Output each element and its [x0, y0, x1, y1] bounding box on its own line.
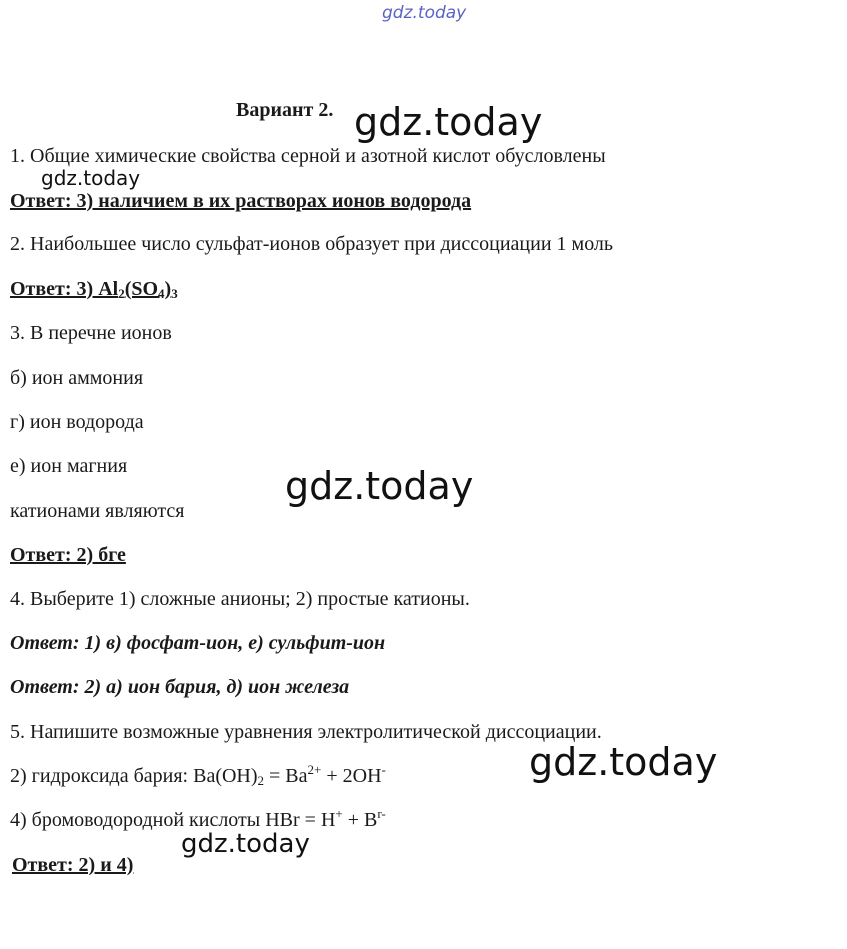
eq4-text: 4) бромоводородной кислоты HBr = H [10, 809, 336, 831]
answer-2-sub-3: 3 [171, 286, 178, 301]
watermark-top: gdz.today [382, 3, 467, 23]
equation-hydrobromic-acid [10, 808, 386, 832]
watermark-under-q1: gdz.today [41, 166, 141, 190]
eq4-sup-1: + [335, 806, 343, 821]
question-1: 1. Общие химические свойства серной и азотной кислот обусловлены [10, 145, 606, 167]
answer-2-prefix: Ответ: 3) Al [10, 278, 119, 300]
answer-2-sub-2: 4 [158, 286, 165, 301]
question-2: 2. Наибольшее число сульфат-ионов образует при диссоциации 1 моль [10, 233, 614, 255]
page-title: Вариант 2. [236, 99, 334, 121]
question-3: 3. В перечне ионов [10, 322, 172, 344]
eq2-tail: + 2OH [321, 765, 382, 787]
watermark-bottom: gdz.today [181, 829, 310, 859]
question-3-tail: катионами являются [10, 500, 185, 522]
eq2-sup-2: - [381, 762, 386, 777]
answer-2-close: ) [164, 278, 172, 300]
answer-4-part-1: Ответ: 1) в) фосфат-ион, е) сульфит-ион [10, 632, 386, 654]
eq2-text: 2) гидроксида бария: Ba(OH) [10, 765, 258, 787]
question-3-item-e: е) ион магния [10, 455, 128, 477]
watermark-middle: gdz.today [285, 464, 474, 508]
eq2-sup-1: 2+ [307, 762, 322, 777]
answer-2-mid: (SO [124, 278, 159, 300]
question-5: 5. Напишите возможные уравнения электролитической диссоциации. [10, 721, 602, 743]
watermark-right: gdz.today [529, 740, 718, 784]
eq4-sup-2: r- [377, 806, 386, 821]
answer-2-sub-1: 2 [118, 286, 125, 301]
answer-2 [10, 277, 178, 306]
question-4: 4. Выберите 1) сложные анионы; 2) простые катионы. [10, 588, 470, 610]
answer-1: Ответ: 3) наличием в их растворах ионов водорода [10, 190, 472, 212]
question-3-item-b: б) ион аммония [10, 367, 144, 389]
equation-barium-hydroxide [10, 764, 386, 793]
answer-3: Ответ: 2) бге [10, 544, 126, 566]
question-3-item-g: г) ион водорода [10, 411, 144, 433]
watermark-title-side: gdz.today [354, 100, 543, 144]
answer-5: Ответ: 2) и 4) [12, 854, 134, 876]
eq4-mid: + B [342, 809, 378, 831]
eq2-eq: = Ba [264, 765, 308, 787]
eq2-sub: 2 [257, 773, 265, 788]
answer-4-part-2: Ответ: 2) а) ион бария, д) ион железа [10, 676, 350, 698]
